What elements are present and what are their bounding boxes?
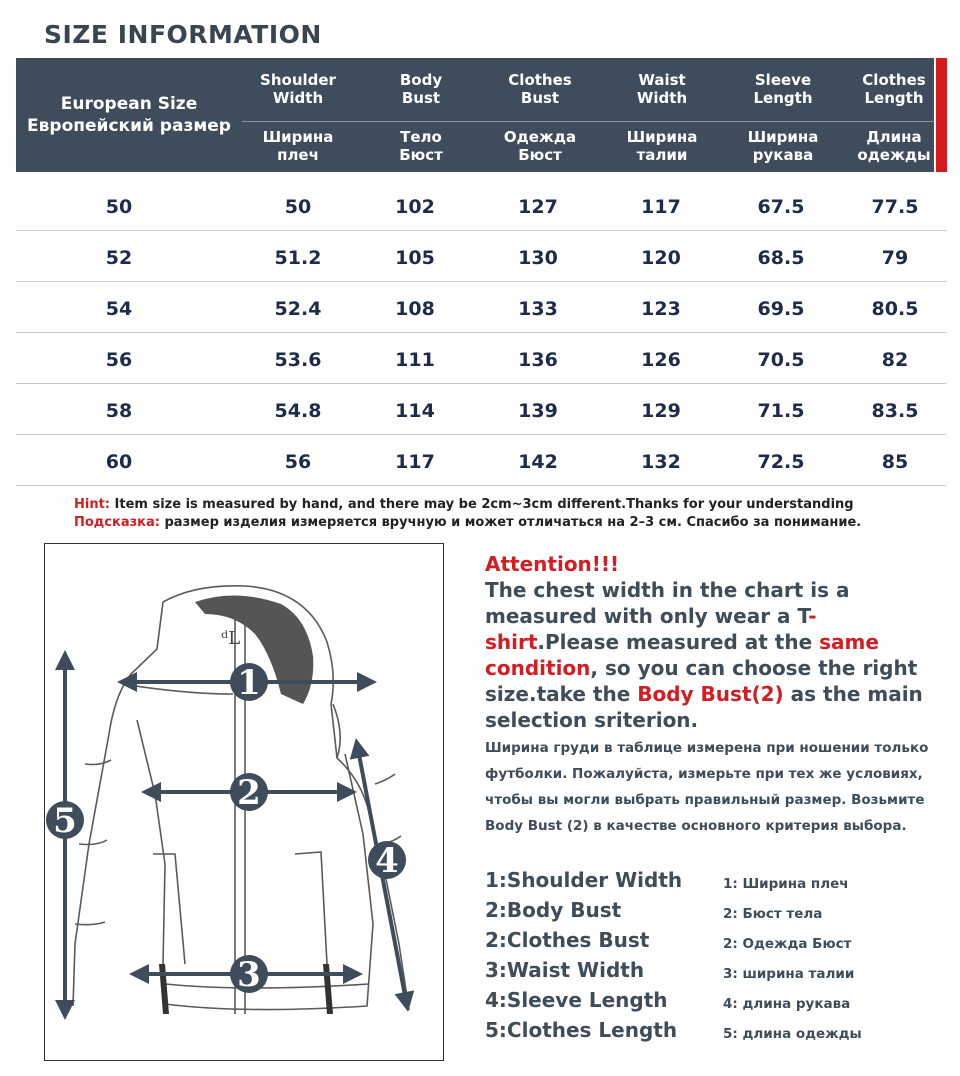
badge-3-label: 3 bbox=[237, 955, 261, 995]
legend-item bbox=[485, 928, 945, 958]
table-row bbox=[16, 435, 946, 486]
table-cell: 52.4 bbox=[274, 298, 322, 320]
header-label: Clothes bbox=[508, 71, 572, 89]
table-cell: 70.5 bbox=[757, 349, 805, 371]
table-cell: 51.2 bbox=[274, 247, 322, 269]
legend-en: 5:Clothes Length bbox=[485, 1018, 678, 1042]
attention-highlight: Body Bust(2) bbox=[637, 682, 784, 706]
table-cell: 77.5 bbox=[871, 196, 919, 218]
table-cell: 56 bbox=[284, 451, 312, 473]
attention-highlight: same condition bbox=[485, 630, 879, 680]
table-cell: 136 bbox=[518, 349, 558, 371]
table-cell: 133 bbox=[518, 298, 558, 320]
header-european-size bbox=[16, 58, 242, 172]
legend-item bbox=[485, 1018, 945, 1048]
table-cell: 83.5 bbox=[871, 400, 919, 422]
table-row bbox=[16, 384, 946, 435]
table-cell: 50 bbox=[105, 196, 133, 218]
header-label: плеч bbox=[277, 146, 319, 164]
table-cell: 129 bbox=[641, 400, 681, 422]
header-label: Bust bbox=[520, 89, 560, 107]
header-label: Waist bbox=[638, 71, 686, 89]
header-sleeve-length bbox=[724, 58, 842, 172]
hint-label-ru: Подсказка: bbox=[74, 515, 160, 530]
header-label: Length bbox=[753, 89, 813, 107]
table-cell: 126 bbox=[641, 349, 681, 371]
header-label: Bust bbox=[401, 89, 441, 107]
attention-body bbox=[485, 577, 945, 733]
table-cell: 114 bbox=[395, 400, 435, 422]
legend-en: 3:Waist Width bbox=[485, 958, 645, 982]
hint-label-en: Hint: bbox=[74, 497, 111, 512]
legend-ru: 4: длина рукава bbox=[723, 996, 851, 1012]
header-label: Ширина bbox=[747, 128, 819, 146]
header-label: Тело bbox=[400, 128, 442, 146]
legend-item bbox=[485, 898, 945, 928]
legend-ru: 1: Ширина плеч bbox=[723, 876, 849, 892]
badge-4-label: 4 bbox=[375, 841, 399, 881]
header-label: талии bbox=[636, 146, 688, 164]
page-title: SIZE INFORMATION bbox=[44, 20, 322, 49]
legend-item bbox=[485, 868, 945, 898]
table-cell: 69.5 bbox=[757, 298, 805, 320]
table-cell: 60 bbox=[105, 451, 133, 473]
legend-ru: 2: Одежда Бюст bbox=[723, 936, 852, 952]
legend-en: 2:Body Bust bbox=[485, 898, 622, 922]
header-waist-width bbox=[603, 58, 721, 172]
hint-text-en: Item size is measured by hand, and there may be 2cm~3cm different.Thanks for your understanding bbox=[110, 497, 854, 512]
header-label: Одежда bbox=[503, 128, 577, 146]
table-cell: 56 bbox=[105, 349, 133, 371]
attention-text: The chest width in the chart is a measured with only wear a T bbox=[485, 578, 850, 628]
hem-stripe bbox=[159, 964, 169, 1014]
header-accent-bar bbox=[936, 58, 947, 172]
badge-2-label: 2 bbox=[237, 773, 261, 813]
header-shoulder-width bbox=[239, 58, 357, 172]
header-label: Sleeve bbox=[754, 71, 812, 89]
header-label: Ширина bbox=[626, 128, 698, 146]
legend-item bbox=[485, 958, 945, 988]
legend-ru: 3: ширина талии bbox=[723, 966, 855, 982]
jacket-diagram-svg bbox=[45, 544, 442, 1059]
table-row bbox=[16, 333, 946, 384]
table-cell: 127 bbox=[518, 196, 558, 218]
size-table-header bbox=[16, 58, 934, 172]
header-label: Length bbox=[864, 89, 924, 107]
table-cell: 142 bbox=[518, 451, 558, 473]
table-cell: 52 bbox=[105, 247, 133, 269]
attention-highlight: -shirt bbox=[485, 604, 817, 654]
header-clothes-bust bbox=[481, 58, 599, 172]
header-label: Width bbox=[636, 89, 688, 107]
legend-item bbox=[485, 988, 945, 1018]
table-row bbox=[16, 180, 946, 231]
header-eu-en: European Size bbox=[60, 94, 198, 114]
table-cell: 80.5 bbox=[871, 298, 919, 320]
table-cell: 123 bbox=[641, 298, 681, 320]
header-label: Бюст bbox=[518, 146, 562, 164]
table-cell: 111 bbox=[395, 349, 435, 371]
header-eu-ru: Европейский размер bbox=[27, 116, 231, 136]
legend-ru: 5: длина одежды bbox=[723, 1026, 862, 1042]
hint-text-ru: размер изделия измеряется вручную и может отличаться на 2–3 см. Спасибо за понимание. bbox=[159, 515, 862, 530]
table-cell: 54 bbox=[105, 298, 133, 320]
table-cell: 50 bbox=[284, 196, 312, 218]
table-cell: 79 bbox=[881, 247, 909, 269]
header-label: одежды bbox=[857, 146, 931, 164]
legend-en: 1:Shoulder Width bbox=[485, 868, 683, 892]
table-cell: 72.5 bbox=[757, 451, 805, 473]
measurement-badges bbox=[46, 663, 406, 995]
legend-ru: 2: Бюст тела bbox=[723, 906, 823, 922]
table-cell: 108 bbox=[395, 298, 435, 320]
attention-text: , so you can choose the right size.take the bbox=[485, 656, 918, 706]
header-label: Ширина bbox=[262, 128, 334, 146]
table-cell: 130 bbox=[518, 247, 558, 269]
table-cell: 85 bbox=[881, 451, 909, 473]
header-label: рукава bbox=[752, 146, 814, 164]
table-cell: 105 bbox=[395, 247, 435, 269]
attention-note-ru: Ширина груди в таблице измерена при ношении только футболки. Пожалуйста, измерьте при тех же условиях, чтобы вы могли выбрать правильный размер. Возьмите Body Bust (2) в качестве основного критерия выбора. bbox=[485, 740, 929, 834]
header-label: Body bbox=[399, 71, 443, 89]
attention-note bbox=[485, 551, 945, 733]
table-cell: 117 bbox=[395, 451, 435, 473]
table-row bbox=[16, 231, 946, 282]
table-cell: 117 bbox=[641, 196, 681, 218]
jacket-diagram bbox=[44, 543, 444, 1061]
table-cell: 54.8 bbox=[274, 400, 322, 422]
attention-text: .Please measured at the bbox=[537, 630, 820, 654]
hem-stripe bbox=[323, 964, 333, 1014]
table-cell: 132 bbox=[641, 451, 681, 473]
header-label: Длина bbox=[866, 128, 922, 146]
table-cell: 82 bbox=[881, 349, 909, 371]
legend-en: 2:Clothes Bust bbox=[485, 928, 650, 952]
table-cell: 102 bbox=[395, 196, 435, 218]
table-cell: 120 bbox=[641, 247, 681, 269]
badge-1-label: 1 bbox=[237, 663, 261, 703]
table-cell: 67.5 bbox=[757, 196, 805, 218]
attention-title: Attention!!! bbox=[485, 552, 620, 576]
legend-en: 4:Sleeve Length bbox=[485, 988, 668, 1012]
brand-logo-mark: ᵈL bbox=[221, 628, 241, 649]
table-cell: 58 bbox=[105, 400, 133, 422]
badge-5-label: 5 bbox=[53, 801, 77, 841]
header-label: Shoulder bbox=[260, 71, 336, 89]
hint-note bbox=[74, 496, 861, 532]
table-cell: 139 bbox=[518, 400, 558, 422]
header-label: Width bbox=[272, 89, 324, 107]
measurement-legend bbox=[485, 868, 945, 1048]
header-body-bust bbox=[362, 58, 480, 172]
table-cell: 68.5 bbox=[757, 247, 805, 269]
table-row bbox=[16, 282, 946, 333]
attention-text: as the main selection sriterion. bbox=[485, 682, 923, 732]
table-cell: 71.5 bbox=[757, 400, 805, 422]
header-label: Бюст bbox=[399, 146, 443, 164]
size-table-body bbox=[16, 180, 946, 486]
header-label: Clothes bbox=[862, 71, 926, 89]
table-cell: 53.6 bbox=[274, 349, 322, 371]
